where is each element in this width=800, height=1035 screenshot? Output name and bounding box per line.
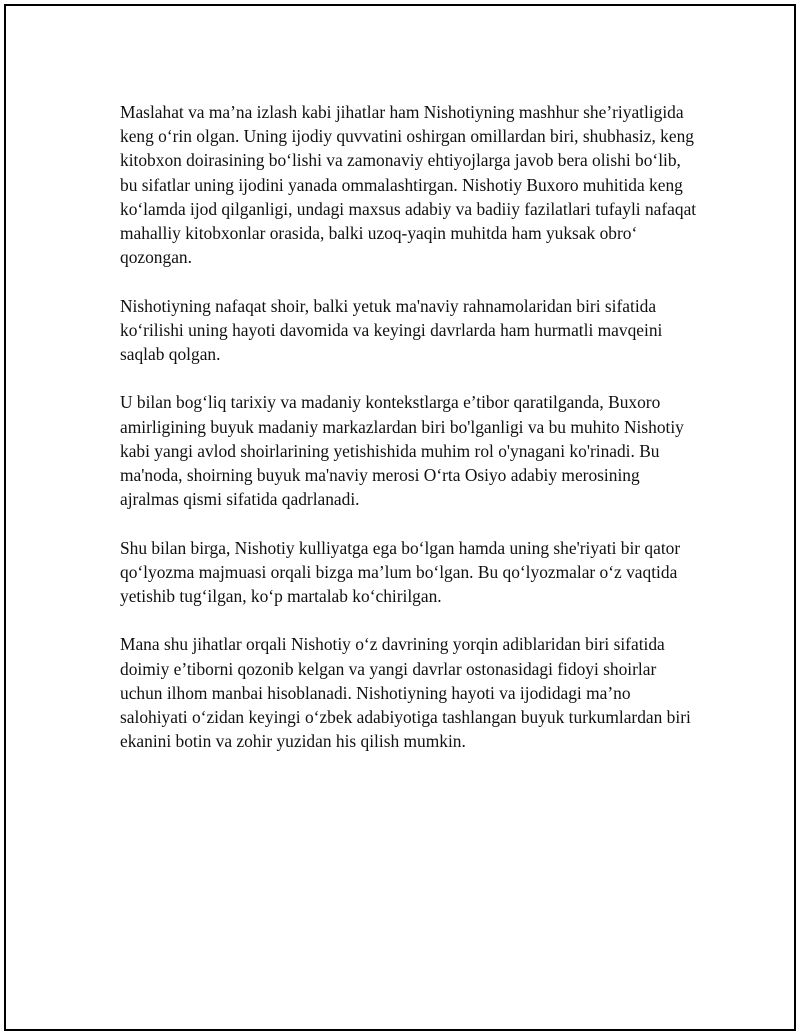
paragraph-3: U bilan bog‘liq tarixiy va madaniy kontekstlarga e’tibor qaratilganda, Buxoro amirligining buyuk madaniy markazlardan biri bo'lganligi va bu muhito Nishotiy kabi yangi avlod shoirlarining yetishishida muhim rol o'ynagani ko'rinadi. Bu ma'noda, shoirning buyuk ma'naviy merosi O‘rta Osiyo adabiy merosining ajralmas qismi sifatida qadrlanadi. — [120, 392, 684, 510]
paragraph-5: Mana shu jihatlar orqali Nishotiy o‘z davrining yorqin adiblaridan biri sifatida doimiy e’tiborni qozonib kelgan va yangi davrlar ostonasidagi fidoyi shoirlar uchun ilhom manbai hisoblanadi. Nishotiyning hayoti va ijodidagi ma’no salohiyati o‘zidan keyingi o‘zbek adabiyotiga tashlangan buyuk turkumlardan biri ekanini botin va zohir yuzidan his qilish mumkin. — [120, 634, 691, 752]
paragraph-1: Maslahat va ma’na izlash kabi jihatlar ham Nishotiyning mashhur she’riyatligida keng o‘rin olgan. Uning ijodiy quvvatini oshirgan omillardan biri, shubhasiz, keng kitobxon doirasining bo‘lishi va zamonaviy ehtiyojlarga javob bera olishi bo‘lib, bu sifatlar uning ijodini yanada ommalashtirgan. Nishotiy Buxoro muhitida keng ko‘lamda ijod qilganligi, undagi maxsus adabiy va badiiy fazilatlari tufayli nafaqat mahalliy kitobxonlar orasida, balki uzoq-yaqin muhitda ham yuksak obro‘ qozongan. — [120, 102, 697, 268]
paragraph-4: Shu bilan birga, Nishotiy kulliyatga ega bo‘lgan hamda uning she'riyati bir qator qo‘lyozma majmuasi orqali bizga ma’lum bo‘lgan. Bu qo‘lyozmalar o‘z vaqtida yetishib tug‘ilgan, ko‘p martalab ko‘chirilgan. — [120, 537, 681, 607]
page-frame — [4, 4, 796, 1031]
paragraph-2: Nishotiyning nafaqat shoir, balki yetuk ma'naviy rahnamolaridan biri sifatida ko‘rilishi uning hayoti davomida va keyingi davrlarda ham hurmatli mavqeini saqlab qolgan. — [120, 295, 663, 365]
document-body — [120, 100, 702, 778]
